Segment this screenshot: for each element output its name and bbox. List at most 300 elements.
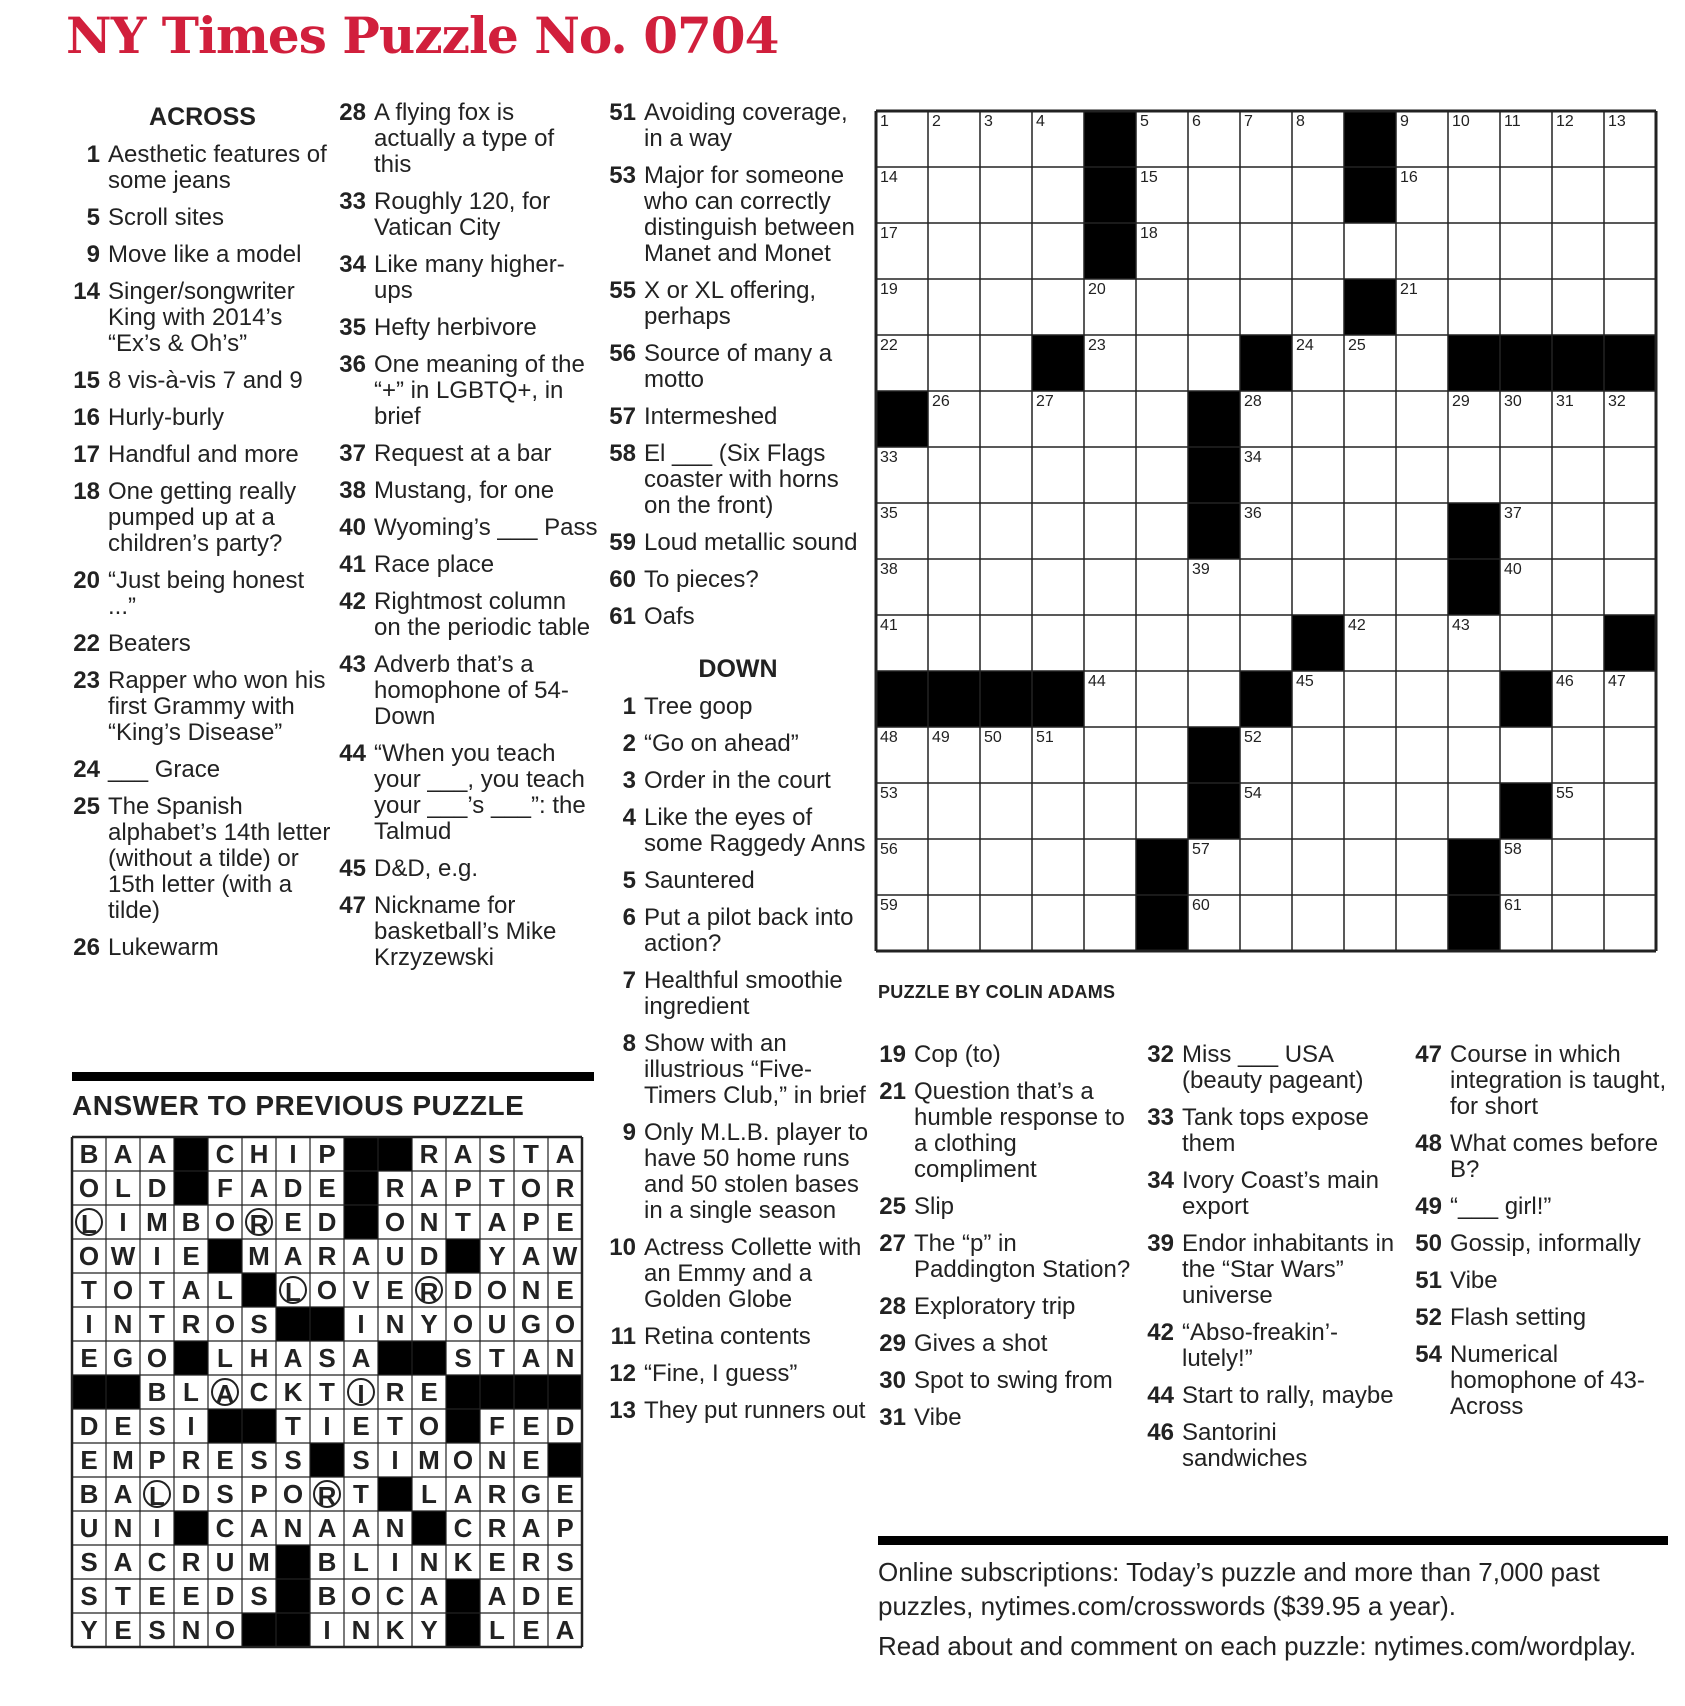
answer-letter: A [283,1343,303,1373]
clue-text: One getting really pumped up at a children’s party? [108,478,297,557]
clue-column-3 [606,100,870,1435]
clue[interactable] [336,652,598,730]
cell-number: 41 [880,617,898,634]
clue[interactable] [336,189,598,241]
clue-text: Question that’s a humble response to a clothing compliment [914,1078,1125,1183]
clue[interactable] [1144,1042,1406,1094]
clue-number: 37 [339,440,366,467]
cell-number: 1 [880,113,889,130]
clue-column-2 [336,100,598,982]
answer-letter: D [453,1275,473,1305]
clue[interactable] [336,552,598,578]
answer-letter: P [148,1445,166,1475]
clue-text: Actress Collette with an Emmy and a Golden Globe [644,1234,862,1313]
clue-text: Lukewarm [108,934,219,961]
clue[interactable] [336,478,598,504]
clue[interactable] [606,805,870,857]
clue[interactable] [606,968,870,1020]
answer-letter: S [80,1581,98,1611]
clue[interactable] [70,205,335,231]
answer-letter: E [556,1581,574,1611]
answer-letter: E [522,1411,540,1441]
clue-number: 50 [1415,1230,1442,1257]
answer-letter: V [352,1275,370,1305]
clue-text: Endor inhabitants in the “Star Wars” universe [1182,1230,1395,1309]
clue[interactable] [1412,1042,1677,1120]
clue-number: 16 [73,404,100,431]
answer-letter: E [556,1479,574,1509]
cell-number: 28 [1244,393,1262,410]
clue-number: 1 [622,693,636,720]
clue[interactable] [606,1398,870,1424]
answer-letter: A [555,1615,575,1645]
answer-letter: T [455,1207,471,1237]
clue-text: A flying fox is actually a type of this [374,99,555,178]
clue-number: 28 [879,1293,906,1320]
answer-letter: N [555,1343,575,1373]
clue-text: Santorini sandwiches [1182,1419,1308,1472]
answer-letter: P [522,1207,540,1237]
clue-text: Rapper who won his first Grammy with “King’s Disease” [108,667,326,746]
answer-letter: O [384,1207,406,1237]
clue-text: Handful and more [108,441,299,468]
answer-letter: U [79,1513,99,1543]
clue[interactable] [70,368,335,394]
clue[interactable] [336,252,598,304]
answer-letter: W [552,1241,578,1271]
clue-number: 61 [609,603,636,630]
clue[interactable] [1144,1320,1406,1372]
cell-number: 20 [1088,281,1106,298]
answer-letter: D [419,1241,439,1271]
answer-letter: D [79,1411,99,1441]
answer-letter: O [214,1309,236,1339]
answer-letter: S [216,1479,234,1509]
clue[interactable] [336,589,598,641]
clue[interactable] [606,731,870,757]
clue-column-4 [876,1042,1141,1442]
clue-text: The Spanish alphabet’s 14th letter (without a tilde) or 15th letter (with a tilde) [108,793,331,924]
clue-number: 60 [609,566,636,593]
clue-text: Rightmost column on the periodic table [374,588,591,641]
clue-text: They put runners out [644,1397,866,1424]
clue-number: 14 [73,278,100,305]
clue-number: 24 [73,756,100,783]
answer-grid-lines [70,1135,584,1649]
cell-number: 47 [1608,673,1626,690]
clue-text: 8 vis-à-vis 7 and 9 [108,367,303,394]
clue[interactable] [70,442,335,468]
answer-letter: T [489,1173,505,1203]
cell-number: 4 [1036,113,1045,130]
answer-letter: O [350,1581,372,1611]
clue[interactable] [1144,1231,1406,1309]
cell-number: 35 [880,505,898,522]
answer-letter: A [555,1139,575,1169]
answer-letter: C [215,1139,235,1169]
clue-number: 45 [339,855,366,882]
clue-number: 20 [73,567,100,594]
cell-number: 13 [1608,113,1626,130]
answer-letter: I [119,1207,127,1237]
clue-text: Gossip, informally [1450,1230,1641,1257]
clue-number: 56 [609,340,636,367]
answer-letter: S [488,1139,506,1169]
clue-text: Beaters [108,630,191,657]
answer-letter: P [250,1479,268,1509]
clue-number: 55 [609,277,636,304]
clue-number: 43 [339,651,366,678]
cell-number: 21 [1400,281,1418,298]
answer-letter: S [556,1547,574,1577]
crossword-grid[interactable] [876,111,1656,951]
answer-letter: A [113,1479,133,1509]
answer-letter: K [385,1615,405,1645]
clue[interactable] [606,341,870,393]
clue-text: “When you teach your ___, you teach your ___’s ___”: the Talmud [374,740,586,845]
answer-letter: A [351,1241,371,1271]
clue-column-1 [70,100,335,972]
answer-letter: P [556,1513,574,1543]
clue[interactable] [70,668,335,746]
answer-letter: A [317,1513,337,1543]
grid-lines [874,109,1658,953]
clue-number: 21 [879,1078,906,1105]
answer-letter: E [114,1615,132,1645]
cell-number: 6 [1192,113,1201,130]
answer-letter: T [319,1377,335,1407]
answer-letter: O [486,1275,508,1305]
clue-number: 5 [86,204,100,231]
clue[interactable] [1412,1131,1677,1183]
cell-number: 42 [1348,617,1366,634]
answer-letter: O [520,1173,542,1203]
clue-number: 48 [1415,1130,1442,1157]
clue[interactable] [876,1042,1141,1068]
clue-text: Tree goop [644,693,753,720]
answer-letter: D [181,1479,201,1509]
clue[interactable] [606,1120,870,1224]
clue[interactable] [606,1031,870,1109]
answer-letter: S [318,1343,336,1373]
clue-number: 26 [73,934,100,961]
clue[interactable] [70,142,335,194]
clue[interactable] [70,279,335,357]
clue[interactable] [606,278,870,330]
previous-answer-grid [72,1137,582,1647]
answer-letter: O [282,1479,304,1509]
cell-number: 15 [1140,169,1158,186]
clue-column-5 [1144,1042,1406,1483]
clue-text: Major for someone who can correctly distinguish between Manet and Monet [644,162,855,267]
answer-letter: T [523,1139,539,1169]
clue[interactable] [70,935,335,961]
answer-letter: L [217,1275,233,1305]
answer-letter: E [420,1377,438,1407]
clue[interactable] [1144,1420,1406,1472]
answer-letter: R [385,1377,405,1407]
answer-letter: B [79,1139,99,1169]
clue-number: 34 [1147,1167,1174,1194]
clue-number: 30 [879,1367,906,1394]
clue[interactable] [606,694,870,720]
answer-letter: R [487,1513,507,1543]
clue-text: Retina contents [644,1323,811,1350]
clue-number: 54 [1415,1341,1442,1368]
answer-letter: M [248,1547,270,1577]
cell-number: 22 [880,337,898,354]
cell-number: 8 [1296,113,1305,130]
clue-text: Exploratory trip [914,1293,1076,1320]
clue-text: Numerical homophone of 43-Across [1450,1341,1645,1420]
previous-answer-header: ANSWER TO PREVIOUS PUZZLE [72,1090,525,1121]
answer-letter: E [80,1343,98,1373]
clue-text: Source of many a motto [644,340,833,393]
cell-number: 58 [1504,841,1522,858]
clue[interactable] [606,1361,870,1387]
cell-number: 17 [880,225,898,242]
clue-text: Healthful smoothie ingredient [644,967,843,1020]
clue-number: 57 [609,403,636,430]
clue[interactable] [606,567,870,593]
clue[interactable] [1412,1342,1677,1420]
cell-number: 54 [1244,785,1262,802]
clue-number: 18 [73,478,100,505]
answer-letter: I [289,1139,297,1169]
clue[interactable] [70,479,335,557]
cell-number: 9 [1400,113,1409,130]
answer-letter: I [153,1513,161,1543]
clue[interactable] [876,1231,1141,1283]
answer-letter: D [521,1581,541,1611]
clue[interactable] [1412,1268,1677,1294]
cell-number: 11 [1504,113,1521,130]
answer-letter: E [216,1445,234,1475]
clue-text: Order in the court [644,767,831,794]
answer-letter: D [283,1173,303,1203]
clue[interactable] [70,405,335,431]
answer-letter: L [421,1479,437,1509]
answer-letter: U [215,1547,235,1577]
cell-number: 5 [1140,113,1149,130]
answer-letter: R [245,1208,273,1236]
answer-letter: M [112,1445,134,1475]
clue[interactable] [606,530,870,556]
answer-letter: L [143,1480,171,1508]
clue[interactable] [606,905,870,957]
clue[interactable] [1144,1105,1406,1157]
clue[interactable] [1144,1383,1406,1409]
answer-letter: O [112,1275,134,1305]
answer-letter: P [318,1139,336,1169]
answer-letter: C [215,1513,235,1543]
clue[interactable] [336,741,598,845]
clue[interactable] [606,868,870,894]
cell-number: 53 [880,785,898,802]
clue[interactable] [1144,1168,1406,1220]
clue[interactable] [1412,1231,1677,1257]
cell-number: 7 [1244,113,1253,130]
answer-letter: C [453,1513,473,1543]
cell-number: 46 [1556,673,1574,690]
answer-letter: C [385,1581,405,1611]
clue-number: 28 [339,99,366,126]
clue[interactable] [336,315,598,341]
clue-text: Nickname for basketball’s Mike Krzyzewski [374,892,557,971]
cell-number: 26 [932,393,950,410]
cell-number: 14 [880,169,898,186]
answer-letter: E [352,1411,370,1441]
clue[interactable] [336,893,598,971]
clue[interactable] [876,1368,1141,1394]
answer-letter: A [249,1513,269,1543]
clue-text: Roughly 120, for Vatican City [374,188,551,241]
clue-number: 38 [339,477,366,504]
answer-letter: C [147,1547,167,1577]
clue[interactable] [336,100,598,178]
clue-number: 5 [622,867,636,894]
clue[interactable] [606,441,870,519]
answer-letter: M [418,1445,440,1475]
answer-letter: E [556,1207,574,1237]
answer-letter: A [113,1139,133,1169]
clue-number: 4 [622,804,636,831]
clue-number: 11 [610,1323,636,1350]
clue-text: Flash setting [1450,1304,1587,1331]
answer-letter: O [146,1343,168,1373]
answer-letter: O [554,1309,576,1339]
clue[interactable] [70,242,335,268]
cell-number: 56 [880,841,898,858]
clue[interactable] [1412,1305,1677,1331]
clue-number: 32 [1147,1041,1174,1068]
cell-number: 36 [1244,505,1262,522]
clue[interactable] [336,352,598,430]
answer-letter: D [317,1207,337,1237]
clue-number: 8 [622,1030,636,1057]
clue-number: 25 [73,793,100,820]
clue[interactable] [876,1405,1141,1431]
cell-number: 59 [880,897,898,914]
clue-text: El ___ (Six Flags coaster with horns on the front) [644,440,839,519]
answer-letter: E [318,1173,336,1203]
cell-number: 10 [1452,113,1470,130]
clue[interactable] [70,568,335,620]
clue-number: 42 [1147,1319,1174,1346]
clue-text: Only M.L.B. player to have 50 home runs and 50 stolen bases in a single season [644,1119,869,1224]
answer-letter: A [521,1513,541,1543]
clue-text: Vibe [1450,1267,1498,1294]
answer-letter: I [187,1411,195,1441]
clue-number: 15 [73,367,100,394]
clue-text: Scroll sites [108,204,225,231]
clue-text: To pieces? [644,566,759,593]
clue[interactable] [70,631,335,657]
clue[interactable] [336,515,598,541]
answer-letter: O [452,1445,474,1475]
clue[interactable] [606,1235,870,1313]
answer-letter: G [520,1309,542,1339]
clue[interactable] [876,1194,1141,1220]
answer-letter: R [181,1547,201,1577]
answer-letter: A [419,1173,439,1203]
clue-number: 29 [879,1330,906,1357]
answer-letter: L [75,1208,103,1236]
answer-letter: O [214,1615,236,1645]
answer-letter: N [487,1445,507,1475]
clue-number: 53 [609,162,636,189]
clue-text: Request at a bar [374,440,552,467]
clue-number: 12 [609,1360,636,1387]
answer-letter: L [115,1173,131,1203]
clue-number: 27 [879,1230,906,1257]
divider [72,1072,594,1081]
clue[interactable] [606,163,870,267]
clue-number: 10 [609,1234,636,1261]
clue-number: 41 [339,551,366,578]
clue[interactable] [70,757,335,783]
clue-text: What comes before B? [1450,1130,1659,1183]
answer-letter: R [415,1276,443,1304]
answer-letter: A [181,1275,201,1305]
cell-number: 29 [1452,393,1470,410]
clue[interactable] [876,1294,1141,1320]
clue[interactable] [336,856,598,882]
answer-letter: I [391,1445,399,1475]
clue[interactable] [1412,1194,1677,1220]
clue[interactable] [606,404,870,430]
clue-column-6 [1412,1042,1677,1431]
answer-letter: I [347,1378,375,1406]
clue-number: 19 [879,1041,906,1068]
clue-number: 47 [1415,1041,1442,1068]
clue[interactable] [606,604,870,630]
answer-letter: Y [80,1615,98,1645]
clue-number: 44 [1147,1382,1174,1409]
answer-letter: D [555,1411,575,1441]
across-header: ACROSS [149,103,256,131]
clue-text: The “p” in Paddington Station? [914,1230,1131,1283]
clue-number: 52 [1415,1304,1442,1331]
clue-text: Wyoming’s ___ Pass [374,514,598,541]
answer-letter: A [351,1343,371,1373]
clue[interactable] [606,1324,870,1350]
clue-text: “___ girl!” [1450,1193,1552,1220]
answer-letter: N [419,1207,439,1237]
clue-text: Race place [374,551,495,578]
clue-text: Slip [914,1193,955,1220]
answer-letter: O [418,1411,440,1441]
clue[interactable] [876,1331,1141,1357]
cell-number: 50 [984,729,1002,746]
clue-text: Vibe [914,1404,962,1431]
clue-text: Tank tops expose them [1182,1104,1369,1157]
clue[interactable] [336,441,598,467]
answer-letter: T [387,1411,403,1441]
answer-letter: N [385,1309,405,1339]
answer-letter: A [487,1581,507,1611]
clue-text: Sauntered [644,867,755,894]
clue[interactable] [70,794,335,924]
footer-wordplay: Read about and comment on each puzzle: nytimes.com/wordplay. [878,1631,1637,1661]
clue[interactable] [606,100,870,152]
answer-letter: O [452,1309,474,1339]
answer-letter: E [182,1581,200,1611]
clue-text: “Abso-freakin’-lutely!” [1182,1319,1339,1372]
clue[interactable] [876,1079,1141,1183]
clue[interactable] [606,768,870,794]
answer-letter: O [214,1207,236,1237]
